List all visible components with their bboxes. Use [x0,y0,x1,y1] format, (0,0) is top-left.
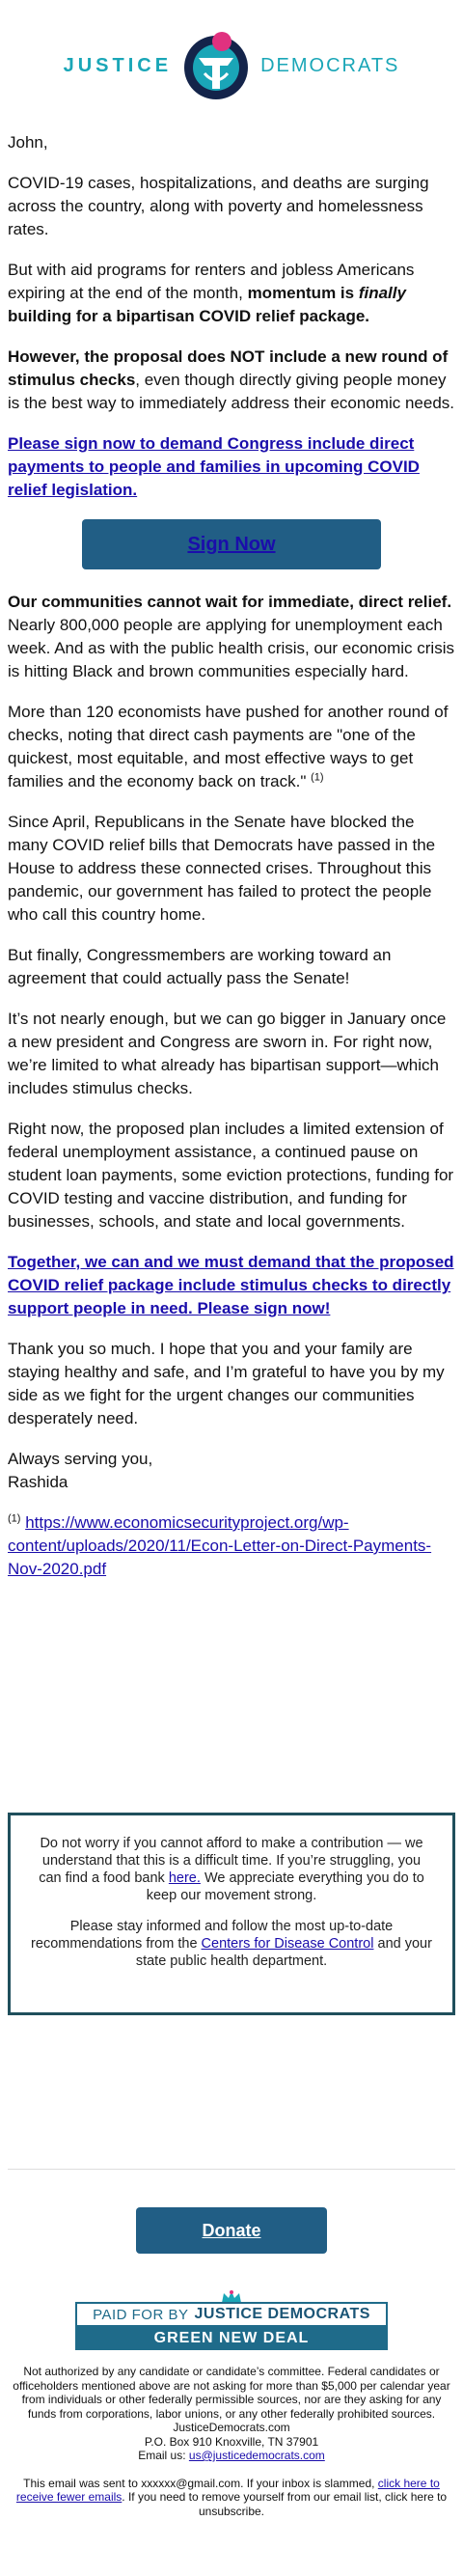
food-bank-link[interactable]: here. [168,1870,201,1886]
green-new-deal-label: GREEN NEW DEAL [153,2330,310,2346]
bipartisan-text: building for a bipartisan COVID relief package. [8,307,370,325]
email-label: Email us: [138,2449,186,2462]
brand-word-left: JUSTICE [63,54,173,76]
paragraph-no-stimulus [8,346,455,415]
footer-spacer [8,2463,455,2477]
email-footer [8,2365,455,2518]
paragraph-communities [8,591,455,683]
support-notice-box [8,1813,455,2015]
contact-email-link[interactable]: us@justicedemocrats.com [188,2449,325,2462]
paragraph-senate-blocked: Since April, Republicans in the Senate have blocked the many COVID relief bills that Democrats have passed in the House to address these connected crises. Throughout this pandemic, our government has failed to protect the people who call this country home. [8,813,436,924]
notice-paragraph-food-bank [30,1835,433,1904]
footnote-link[interactable]: https://www.economicsecurityproject.org/wp-content/uploads/2020/11/Econ-Letter-on-Direct-Payments-Nov-2020.pdf [8,1513,432,1578]
paragraph-aid-expiring [8,259,455,328]
email-body [0,131,463,1581]
footnote-marker: (1) [311,771,324,784]
paragraph-proposed-plan: Right now, the proposed plan includes a limited extension of federal unemployment assistance, a continued pause on student loan payments, some eviction protections, funding for COVID testing and vaccine distribution, and funding for businesses, schools, and state and local governments. [8,1120,454,1231]
email-header [0,0,463,131]
cta-paragraph-2 [8,1251,455,1320]
paragraph-economists [8,701,455,793]
justice-democrats-logo-icon[interactable] [179,29,253,102]
notice-text-d: and your state public health department. [135,1936,432,1969]
sign-now-button[interactable]: Sign Now [82,519,381,569]
no-stimulus-bold: However, the proposal does NOT include a new round of stimulus checks [8,347,449,389]
notice-text-b: We appreciate everything you do to keep our movement strong. [146,1870,424,1903]
paragraph-agreement: But finally, Congressmembers are working toward an agreement that could actually pass the Senate! [8,946,392,987]
address-text: P.O. Box 910 Knoxville, TN 37901 [144,2434,319,2449]
donate-wrap [0,2207,463,2254]
unsubscribe-text: . If you need to remove yourself from our email list, click here to unsubscribe. [122,2490,448,2518]
brand-word-right: DEMOCRATS [260,54,400,76]
communities-text: Nearly 800,000 people are applying for unemployment each week. And as with the public health crisis, our economic crisis is hitting Black and brown communities especially hard. [8,616,454,680]
sign-now-link[interactable]: Together, we can and we must demand that the proposed COVID relief package include stimulus checks to directly support people in need. Please sign now! [8,1253,454,1317]
communities-bold: Our communities cannot wait for immediate, direct relief. [8,593,452,611]
sent-to-line [8,2477,455,2519]
closing-line: Always serving you, [8,1450,153,1468]
notice-text-c: Please stay informed and follow the most up-to-date recommendations from the [31,1919,394,1952]
paragraph-covid-surge: COVID-19 cases, hospitalizations, and deaths are surging across the country, along with poverty and homelessness rates. [8,174,429,238]
site-text: JusticeDemocrats.com [173,2421,290,2434]
signature [8,1448,455,1494]
paid-for-banner [75,2290,388,2350]
finally-text: finally [358,284,406,302]
footnote-label: (1) [8,1512,21,1525]
greeting: John, [8,133,48,152]
paid-for-label: PAID FOR BY [93,2306,189,2323]
donate-button[interactable]: Donate [136,2207,327,2254]
momentum-text: momentum is [247,284,355,302]
paid-for-top [75,2302,388,2327]
sign-petition-link[interactable]: Please sign now to demand Congress include direct payments to people and families in upcoming COVID relief legislation. [8,434,420,499]
cta-paragraph-1 [8,432,455,502]
paragraph-aid-expiring-text: But with aid programs for renters and jobless Americans expiring at the end of the month, [8,261,415,302]
cdc-link[interactable]: Centers for Disease Control [201,1936,374,1952]
notice-paragraph-cdc [30,1918,433,1970]
sign-button-wrap [8,519,455,569]
paid-for-bottom [75,2327,388,2350]
footer-divider [8,2169,455,2170]
email-line [8,2449,455,2463]
economists-text: More than 120 economists have pushed for another round of checks, noting that direct cash payments are "one of the quickest, most equitable, and most effective ways to get families and the economy back on track." [8,703,449,790]
signer-name: Rashida [8,1473,68,1491]
fewer-emails-link[interactable]: click here to receive fewer emails [15,2476,440,2504]
sent-to-text: This email was sent to xxxxxx@gmail.com. If your inbox is slammed, [23,2476,375,2490]
no-stimulus-text: , even though directly giving people money is the best way to immediately address their economic needs. [8,371,455,412]
paragraph-go-bigger: It’s not nearly enough, but we can go bigger in January once a new president and Congress are sworn in. For right now, we’re limited to what already has bipartisan support—which includes stimulus checks. [8,1010,447,1097]
disclaimer-text: Not authorized by any candidate or candidate’s committee. Federal candidates or officeholders mentioned above are not asking for more than $5,000 per calendar year from individuals or other federally permissible sources, nor are they asking for any funds from corporations, labor unions, or any other federally prohibited sources. [13,2365,450,2421]
footnote [8,1511,455,1581]
paragraph-thank-you: Thank you so much. I hope that you and your family are staying healthy and safe, and I’m grateful to have you by my side as we fight for the urgent changes our communities desperately need. [8,1340,445,1427]
notice-text-a: Do not worry if you cannot afford to make a contribution — we understand that this is a difficult time. If you’re struggling, you can find a food bank [39,1836,423,1886]
paid-for-org: JUSTICE DEMOCRATS [194,2306,370,2322]
